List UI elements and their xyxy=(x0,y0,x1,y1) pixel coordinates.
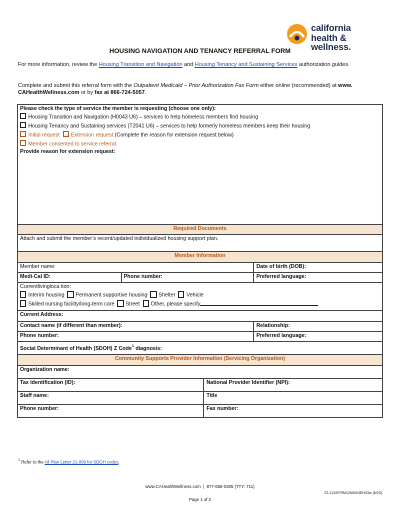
sdoh-label-end: diagnosis: xyxy=(133,346,162,353)
sdoh-footnote-marker: 1 xyxy=(131,344,134,349)
footer-website[interactable]: www.CAHealthWellness.com xyxy=(145,484,201,489)
instructions-end: . xyxy=(144,90,147,97)
extension-reason-label: Provide reason for extension request: xyxy=(20,149,116,156)
provider-phone-label: Phone number: xyxy=(20,405,59,412)
provider-information-header: Community Supports Provider Information (Servicing Organization) xyxy=(18,355,383,365)
tax-id-label: Tax identification (ID): xyxy=(20,379,76,386)
staff-name-label: Staff name: xyxy=(20,392,49,399)
provider-fax-label: Fax number: xyxy=(206,405,239,412)
intro-paragraph xyxy=(18,62,384,69)
npi-field[interactable] xyxy=(204,378,383,391)
footnote-text: Refer to the xyxy=(20,459,45,465)
living-location-section xyxy=(18,283,383,311)
contact-name-label: Contact name (if different than member): xyxy=(20,322,123,329)
service-type-section xyxy=(18,105,383,225)
other-location-checkbox[interactable] xyxy=(143,300,149,306)
housing-tenancy-label: Housing Tenancy and Sustaining services (T2041 U6) – services to help formerly homeless members keep their housing xyxy=(28,123,311,130)
website-text: www. CAHealthWellness.com xyxy=(18,83,353,97)
contact-name-field[interactable] xyxy=(18,321,254,331)
footer-contact xyxy=(0,484,400,489)
member-phone-label: Phone number: xyxy=(123,273,163,280)
form-title: HOUSING NAVIGATION AND TENANCY REFERRAL FORM xyxy=(109,48,291,55)
housing-transition-link[interactable]: Housing Transition and Navigation xyxy=(98,62,183,68)
sdoh-label: Social Determinant of Health (SDOH) Z Code xyxy=(20,346,132,353)
instructions-text: Complete and submit this referral form with the xyxy=(18,83,134,89)
permanent-housing-checkbox[interactable] xyxy=(67,291,73,297)
organization-name-label: Organization name: xyxy=(20,366,70,373)
living-location-label: Currentlivingloca tion: xyxy=(20,284,71,291)
initial-request-checkbox[interactable] xyxy=(20,131,26,137)
footnote-marker: 1 xyxy=(18,458,20,462)
relationship-label: Relationship: xyxy=(256,322,290,329)
footnote xyxy=(18,458,120,464)
current-address-field[interactable] xyxy=(18,311,383,321)
interim-housing-label: Interim housing xyxy=(28,293,65,300)
member-phone-field[interactable] xyxy=(121,272,254,282)
logo-mark-icon xyxy=(286,23,308,45)
housing-transition-label: Housing Transition and Navigation (H0043 U6) – services to help homeless members find housing xyxy=(28,114,259,121)
housing-tenancy-link[interactable]: Housing Tenancy and Sustaining Services xyxy=(194,62,298,68)
housing-transition-checkbox[interactable] xyxy=(20,113,26,119)
fax-number-text: fax at 866-724-5057 xyxy=(94,90,145,97)
medical-id-label: Medi-Cal ID: xyxy=(20,273,51,280)
interim-housing-checkbox[interactable] xyxy=(20,291,26,297)
tax-id-field[interactable] xyxy=(18,378,204,391)
staff-name-field[interactable] xyxy=(18,391,204,404)
logo-line-2: health & wellness. xyxy=(311,32,351,52)
footnote-end: . xyxy=(118,459,120,465)
contact-language-field[interactable] xyxy=(254,332,383,342)
current-address-label: Current Address: xyxy=(20,312,64,319)
intro-end: authorization guides. xyxy=(297,62,350,68)
relationship-field[interactable] xyxy=(254,321,383,331)
instructions-paragraph xyxy=(18,83,384,97)
intro-text: For more information, review the xyxy=(18,62,99,68)
instructions-mid: either online (recommended) at xyxy=(258,83,339,89)
organization-name-field[interactable] xyxy=(18,365,383,378)
staff-title-field[interactable] xyxy=(204,391,383,404)
vehicle-label: Vehicle xyxy=(186,293,204,300)
medical-id-field[interactable] xyxy=(18,272,122,282)
california-health-wellness-logo xyxy=(286,22,386,52)
dob-label: Date of birth (DOB): xyxy=(256,263,307,270)
member-language-label: Preferred language: xyxy=(256,273,307,280)
npi-label: National Provider Identifier (NPI): xyxy=(206,379,290,386)
other-location-label: Other, please specify xyxy=(150,302,201,309)
required-documents-header: Required Documents xyxy=(18,225,383,235)
referral-form-table xyxy=(17,104,383,418)
footer-phone: 877-658-0305 (TTY: 711) xyxy=(206,484,255,489)
dob-field[interactable] xyxy=(254,262,383,272)
fax-form-name: Outpatient Medicaid – Prior Authorization Fax Form xyxy=(133,83,259,89)
shelter-checkbox[interactable] xyxy=(150,291,156,297)
required-documents-text: Attach and submit the member’s recent/updated individualized housing support plan. xyxy=(18,235,383,252)
permanent-housing-label: Permanent supportive housing xyxy=(75,293,148,300)
skilled-nursing-label: Skilled nursing facility/long-term care xyxy=(28,302,115,309)
street-label: Street xyxy=(125,302,140,309)
page-number: Page 1 of 2 xyxy=(189,497,211,502)
provider-phone-field[interactable] xyxy=(18,404,204,417)
initial-request-label: Initial request xyxy=(28,132,60,139)
street-checkbox[interactable] xyxy=(117,300,123,306)
consent-checkbox[interactable] xyxy=(20,140,26,146)
consent-label: Member consented to service referral. xyxy=(28,141,118,148)
footer-separator: | xyxy=(203,484,205,489)
contact-phone-field[interactable] xyxy=(18,332,254,342)
contact-language-label: Preferred language: xyxy=(256,333,307,340)
instructions-or: or by xyxy=(79,90,95,97)
provider-fax-field[interactable] xyxy=(204,404,383,417)
contact-phone-label: Phone number: xyxy=(20,333,59,340)
extension-request-label: Extension request xyxy=(70,132,114,139)
intro-and: and xyxy=(182,62,195,68)
service-heading: Please check the type of service the member is requesting (choose one only): xyxy=(20,106,216,112)
sdoh-codes-link[interactable]: All Plan Letter 21-009 for SDOH codes xyxy=(44,459,119,465)
sdoh-field[interactable] xyxy=(18,342,383,355)
member-name-field[interactable] xyxy=(18,262,254,272)
other-location-input[interactable] xyxy=(200,301,318,306)
extension-reason-field[interactable] xyxy=(20,157,380,197)
housing-tenancy-checkbox[interactable] xyxy=(20,122,26,128)
extension-request-checkbox[interactable] xyxy=(63,131,69,137)
member-language-field[interactable] xyxy=(254,272,383,282)
vehicle-checkbox[interactable] xyxy=(178,291,184,297)
member-information-header: Member Information xyxy=(18,252,383,262)
shelter-label: Shelter xyxy=(158,293,176,300)
form-code: 23-1132/FRM1265004EH03w (8/23) xyxy=(324,491,382,495)
member-name-label: Member name: xyxy=(20,263,56,270)
extension-note: (Complete the reason for extension request below) xyxy=(114,132,234,139)
skilled-nursing-checkbox[interactable] xyxy=(20,300,26,306)
staff-title-label: Title xyxy=(206,392,218,399)
logo-line-1: california xyxy=(311,23,351,33)
